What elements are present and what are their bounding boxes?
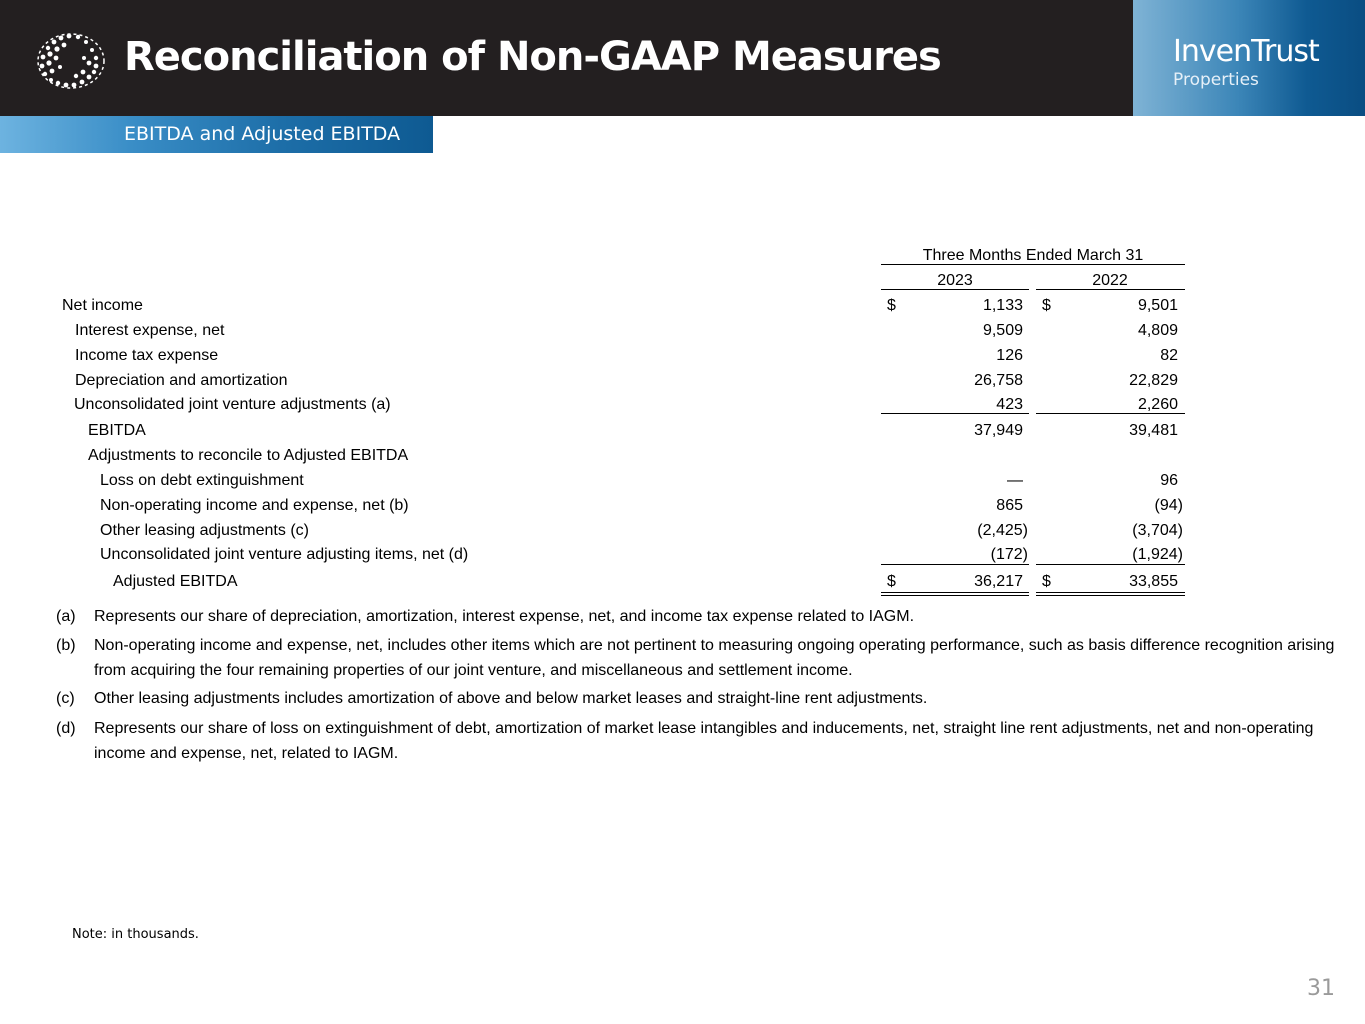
header-rule: [881, 264, 1185, 265]
units-note: Note: in thousands.: [72, 927, 199, 942]
row-label-depreciation: Depreciation and amortization: [75, 372, 288, 389]
header-bar: [0, 0, 1365, 116]
currency-symbol: $: [1042, 297, 1051, 314]
column-header-2023: 2023: [937, 272, 973, 289]
footnote-key: (a): [56, 608, 76, 625]
row-label-loss-debt: Loss on debt extinguishment: [100, 472, 304, 489]
section-tab: [0, 116, 433, 153]
value-2023: (2,425): [977, 522, 1028, 539]
footnote-text: Represents our share of depreciation, amortization, interest expense, net, and income tax expense related to IAGM.: [94, 608, 915, 625]
double-rule-2022: [1036, 595, 1185, 596]
globe-dots-icon: [34, 30, 108, 92]
total-rule-2022: [1036, 564, 1185, 565]
currency-symbol: $: [1042, 573, 1051, 590]
row-label-adjusted-ebitda: Adjusted EBITDA: [113, 573, 238, 590]
value-2022: 4,809: [1137, 322, 1178, 339]
value-2023: 9,509: [982, 322, 1023, 339]
row-label-ebitda: EBITDA: [88, 422, 146, 439]
value-2023: (172): [990, 546, 1028, 563]
subtotal-rule-2022: [1036, 413, 1185, 414]
value-2023: 26,758: [974, 372, 1023, 389]
row-label-jv-adjustments: Unconsolidated joint venture adjustments (a): [74, 396, 391, 413]
value-2023: 1,133: [982, 297, 1023, 314]
value-2023: 423: [996, 396, 1023, 413]
value-2023: 37,949: [974, 422, 1023, 439]
double-rule-2023: [881, 595, 1029, 596]
column-header-2022: 2022: [1092, 272, 1128, 289]
double-rule-2022: [1036, 592, 1185, 593]
footnote-text: Other leasing adjustments includes amortization of above and below market leases and straight-line rent adjustments.: [94, 690, 928, 707]
footnote-c: [56, 686, 1346, 711]
value-2022: 9,501: [1137, 297, 1178, 314]
value-2023: —: [1007, 472, 1023, 489]
value-2023: 865: [996, 497, 1023, 514]
value-2023: 126: [996, 347, 1023, 364]
year-rule-2023: [881, 289, 1029, 290]
value-2022: 2,260: [1137, 396, 1178, 413]
footnote-key: (c): [56, 690, 75, 707]
page-title: Reconciliation of Non-GAAP Measures: [124, 34, 941, 80]
section-tab-label: EBITDA and Adjusted EBITDA: [124, 123, 401, 145]
footnote-d: [56, 716, 1346, 766]
footnote-text: Non-operating income and expense, net, includes other items which are not pertinent to measuring ongoing operating performance, such as basis difference recognition arising from acquiring the four remaining properties of our joint venture, and miscellaneous and settlement income.: [94, 637, 1335, 679]
row-label-jv-adjusting-items: Unconsolidated joint venture adjusting items, net (d): [100, 546, 469, 563]
footnote-b: [56, 633, 1346, 683]
row-label-income-tax: Income tax expense: [75, 347, 219, 364]
page-number: 31: [1307, 976, 1335, 1001]
value-2022: 22,829: [1129, 372, 1178, 389]
double-rule-2023: [881, 592, 1029, 593]
footnote-key: (b): [56, 637, 76, 654]
value-2022: 33,855: [1129, 573, 1178, 590]
brand-subtitle: Properties: [1173, 70, 1259, 90]
subtotal-rule-2023: [881, 413, 1029, 414]
value-2022: 96: [1160, 472, 1178, 489]
row-label-net-income: Net income: [62, 297, 143, 314]
footnote-a: [56, 604, 1346, 629]
value-2023: 36,217: [974, 573, 1023, 590]
row-label-interest-expense: Interest expense, net: [75, 322, 225, 339]
value-2022: 82: [1160, 347, 1178, 364]
currency-symbol: $: [887, 297, 896, 314]
value-2022: 39,481: [1129, 422, 1178, 439]
footnote-text: Represents our share of loss on extinguishment of debt, amortization of market lease intangibles and inducements, net, straight line rent adjustments, net and non-operating income and expense, net, related to IAGM.: [94, 720, 1314, 762]
brand-name: InvenTrust: [1173, 34, 1319, 69]
row-label-non-operating: Non-operating income and expense, net (b): [100, 497, 409, 514]
currency-symbol: $: [887, 573, 896, 590]
value-2022: (1,924): [1132, 546, 1183, 563]
footnote-key: (d): [56, 720, 76, 737]
brand-logo: [1133, 0, 1365, 116]
total-rule-2023: [881, 564, 1029, 565]
value-2022: (3,704): [1132, 522, 1183, 539]
period-header: Three Months Ended March 31: [922, 247, 1144, 264]
year-rule-2022: [1036, 289, 1185, 290]
row-label-adjustments-heading: Adjustments to reconcile to Adjusted EBITDA: [88, 447, 409, 464]
value-2022: (94): [1154, 497, 1183, 514]
row-label-leasing-adjustments: Other leasing adjustments (c): [100, 522, 309, 539]
